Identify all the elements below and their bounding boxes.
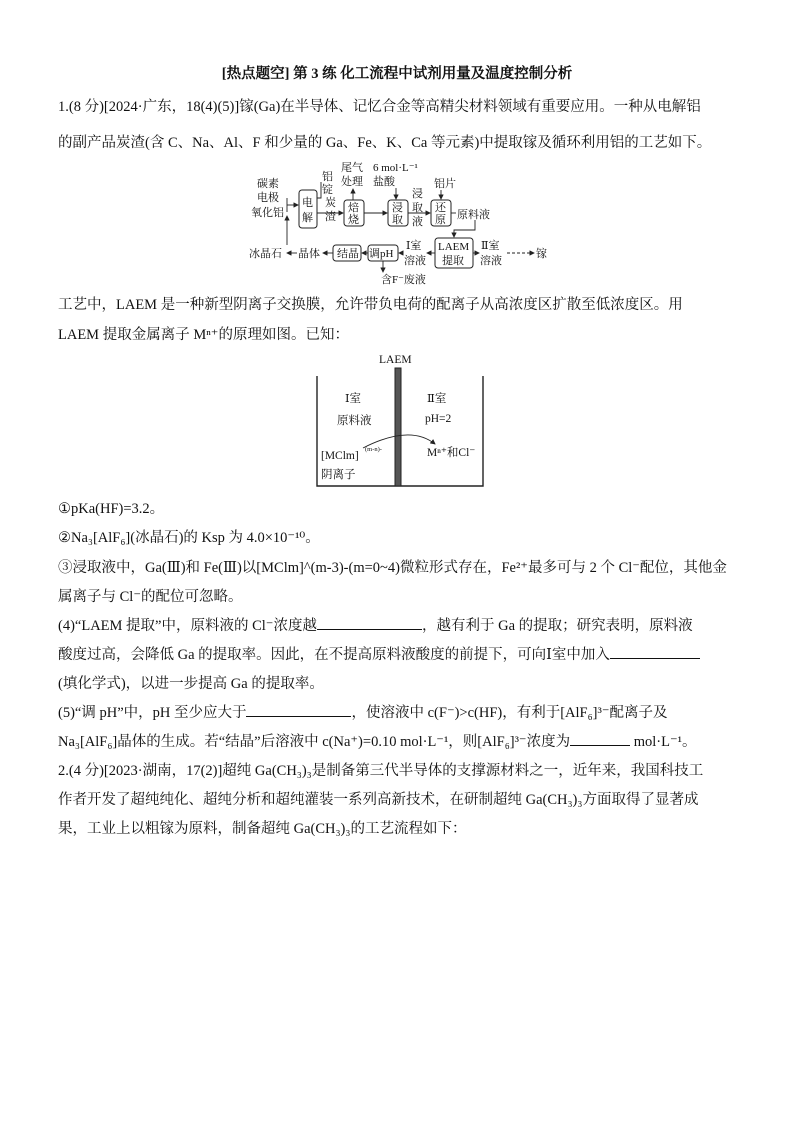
q2-line1: 2.(4 分)[2023·湖南，17(2)]超纯 Ga(CH₃)₃是制备第三代半导体的支撑源材料之一，近年来，我国科技工: [58, 763, 704, 779]
flow-label-alumina: 氧化铝: [251, 207, 284, 219]
flow-label-leachate-1: 浸: [412, 188, 423, 200]
lab-room1: Ⅰ室: [345, 393, 362, 405]
flow-label-carbon-residue-2: 渣: [325, 211, 336, 223]
q2-line2: 作者开发了超纯纯化、超纯分析和超纯灌装一系列高新技术，在研制超纯 Ga(CH₃)₃方面取得了显著成: [58, 792, 699, 808]
lab-room2: Ⅱ室: [427, 393, 447, 405]
q1-part5-text-d: mol·L⁻¹。: [630, 734, 697, 750]
q1-part4-line3: (填化学式)，以进一步提高 Ga 的提取率。: [58, 676, 324, 692]
flow-text-laem-1: LAEM: [438, 241, 470, 253]
flow-text-electrolysis-2: 解: [302, 212, 313, 224]
q1-intro-line1: 1.(8 分)[2024·广东，18(4)(5)]镓(Ga)在半导体、记忆合金等高精尖材料领域有重要应用。一种从电解铝: [58, 99, 701, 115]
answer-blank-4a[interactable]: [317, 611, 422, 630]
flow-text-laem-2: 提取: [442, 255, 464, 267]
flow-label-room1-1: Ⅰ室: [406, 240, 422, 252]
flow-label-gallium: 镓: [536, 248, 547, 260]
flow-label-electrode: 电极: [257, 192, 279, 204]
answer-blank-4b[interactable]: [610, 640, 700, 659]
lab-products: Mⁿ⁺和Cl⁻: [427, 447, 476, 459]
flow-label-tail-gas-1: 尾气: [341, 162, 363, 174]
lab-anion: 阴离子: [321, 469, 356, 481]
q1-part4-text-b: ，越有利于 Ga 的提取；研究表明，原料液: [421, 618, 693, 634]
flow-text-roast-2: 烧: [348, 214, 359, 226]
q1-part5-text-c: Na₃[AlF₆]晶体的生成。若“结晶”后溶液中 c(Na⁺)=0.10 mol·L⁻¹，则[AlF₆]³⁻浓度为: [58, 734, 571, 750]
lab-complex: [MClm]: [321, 450, 359, 462]
flow-label-hcl-2: 盐酸: [373, 176, 395, 188]
q2-line3: 果，工业上以粗镓为原料，制备超纯 Ga(CH₃)₃的工艺流程如下：: [58, 821, 467, 837]
process-flow-diagram: [245, 160, 565, 288]
lab-membrane-label: LAEM: [379, 354, 412, 366]
q1-intro-line2: 的副产品炭渣(含 C、Na、Al、F 和少量的 Ga、Fe、K、Ca 等元素)中提取镓及循环利用铝的工艺如下。: [58, 135, 712, 151]
flow-label-leachate-3: 液: [412, 216, 423, 228]
flow-label-leachate-2: 取: [412, 202, 423, 214]
flow-label-raw-liquid: 原料液: [457, 209, 490, 221]
flow-label-cryolite: 冰晶石: [249, 248, 282, 260]
q1-part4-text-a: (4)“LAEM 提取”中，原料液的 Cl⁻浓度越: [58, 618, 317, 634]
flow-text-adjust-ph: 调pH: [369, 248, 394, 260]
flow-label-room2-1: Ⅱ室: [481, 240, 500, 252]
flow-text-crystallize: 结晶: [337, 248, 359, 260]
flow-label-waste: 含F⁻废液: [381, 274, 426, 286]
q1-part4-line2: [58, 640, 738, 670]
flow-label-al-ingot-2: 锭: [322, 184, 333, 196]
q1-part4-line1: [58, 611, 738, 641]
flow-text-leach-2: 取: [392, 214, 403, 226]
flow-text-electrolysis-1: 电: [302, 197, 313, 209]
flow-label-tail-gas-2: 处理: [341, 176, 363, 188]
flow-text-reduce-2: 原: [435, 214, 446, 226]
lab-complex-charge: (m-n)-: [365, 446, 382, 453]
q1-laem-intro-line2: LAEM 提取金属离子 Mⁿ⁺的原理如图。已知：: [58, 327, 349, 343]
lab-room1-liquid: 原料液: [337, 415, 372, 427]
flow-label-carbon-residue-1: 炭: [325, 197, 336, 209]
q1-laem-intro-line1: 工艺中，LAEM 是一种新型阴离子交换膜，允许带负电荷的配离子从高浓度区扩散至低浓度区。用: [58, 297, 683, 313]
flow-label-crystal: 晶体: [298, 248, 320, 260]
q1-part4-text-c: 酸度过高，会降低 Ga 的提取率。因此，在不提高原料液酸度的前提下，可向Ⅰ室中加入: [58, 647, 610, 663]
flow-label-room1-2: 溶液: [404, 255, 426, 267]
q1-known-1: ①pKa(HF)=3.2。: [58, 501, 165, 517]
answer-blank-5a[interactable]: [246, 698, 351, 717]
q1-part5-text-b: ，使溶液中 c(F⁻)>c(HF)，有利于[AlF₆]³⁻配离子及: [351, 705, 668, 721]
flow-label-al-sheet: 铝片: [434, 178, 456, 190]
flow-text-roast-1: 焙: [348, 202, 359, 214]
q1-known-3b: 属离子与 Cl⁻的配位可忽略。: [58, 589, 243, 605]
answer-blank-5b[interactable]: [570, 727, 630, 746]
q1-known-3a: ③浸取液中，Ga(Ⅲ)和 Fe(Ⅲ)以[MClm]^(m-3)-(m=0~4)微粒形式存在，Fe²⁺最多可与 2 个 Cl⁻配位，其他金: [58, 560, 727, 576]
flow-label-hcl-1: 6 mol·L⁻¹: [373, 162, 418, 174]
q1-part5-line2: [58, 727, 738, 757]
laem-principle-diagram: [315, 352, 485, 488]
flow-text-leach-1: 浸: [392, 202, 403, 214]
flow-label-room2-2: 溶液: [480, 255, 502, 267]
q1-part5-text-a: (5)“调 pH”中，pH 至少应大于: [58, 705, 247, 721]
flow-label-al-ingot-1: 铝: [322, 171, 333, 183]
lab-membrane: [395, 368, 401, 486]
q1-known-2: ②Na₃[AlF₆](冰晶石)的 Ksp 为 4.0×10⁻¹⁰。: [58, 530, 320, 546]
flow-text-reduce-1: 还: [435, 202, 446, 214]
page-title: [热点题空] 第 3 练 化工流程中试剂用量及温度控制分析: [221, 66, 573, 82]
q1-part5-line1: [58, 698, 738, 728]
flow-label-carbon: 碳素: [257, 178, 279, 190]
lab-room2-ph: pH=2: [425, 413, 452, 425]
